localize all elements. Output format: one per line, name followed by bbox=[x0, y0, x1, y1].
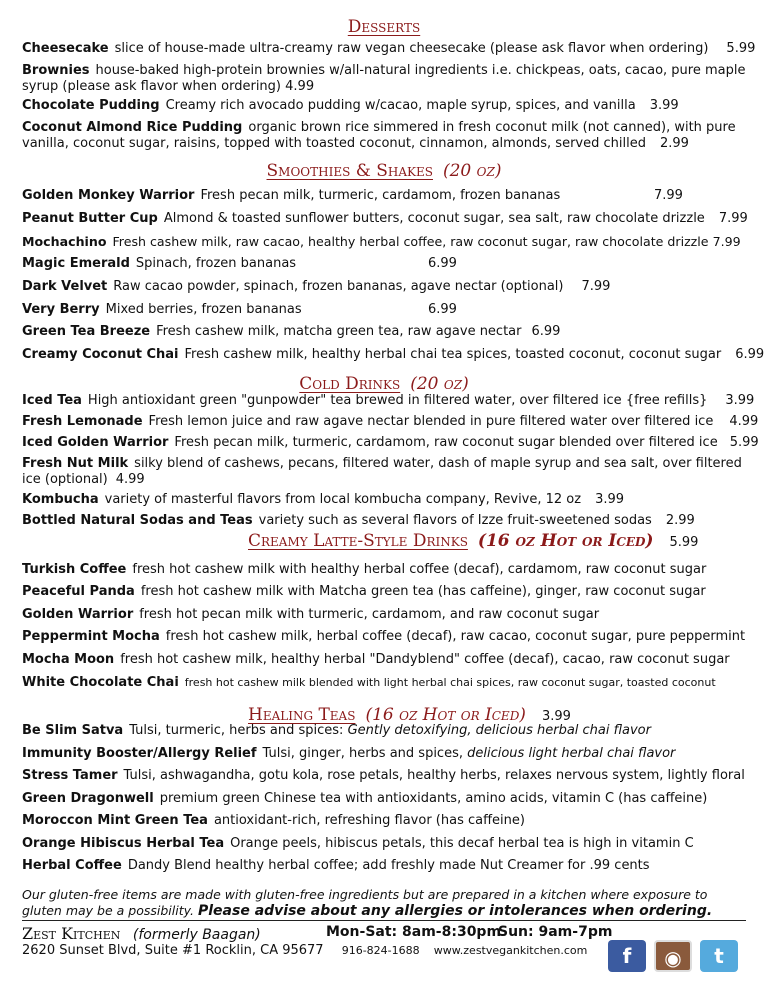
cold-drinks-heading: Cold Drinks (20 oz) bbox=[299, 374, 469, 394]
menu-item: Mochachino Fresh cashew milk, raw cacao, healthy herbal coffee, raw coconut sugar, raw chocolate drizzle 7.99 bbox=[22, 234, 741, 249]
menu-item: Peppermint Mocha fresh hot cashew milk, herbal coffee (decaf), raw cacao, coconut sugar, pure peppermint bbox=[22, 629, 746, 644]
menu-item: Fresh Lemonade Fresh lemon juice and raw agave nectar blended in pure filtered water over filtered ice 4.99 bbox=[22, 414, 759, 429]
phone: 916-824-1688 bbox=[341, 944, 420, 957]
menu-item: Magic Emerald Spinach, frozen bananas 6.99 bbox=[22, 256, 457, 271]
menu-item: Dark Velvet Raw cacao powder, spinach, frozen bananas, agave nectar (optional) 7.99 bbox=[22, 279, 611, 294]
menu-item: Mocha Moon fresh hot cashew milk, healthy herbal "Dandyblend" coffee (decaf), cacao, raw coconut sugar bbox=[22, 652, 730, 667]
menu-item: Iced Golden Warrior Fresh pecan milk, turmeric, cardamom, raw coconut sugar blended over filtered ice 5.99 bbox=[22, 435, 759, 450]
website-link[interactable]: www.zestvegankitchen.com bbox=[433, 944, 588, 957]
menu-item: Moroccon Mint Green Tea antioxidant-rich, refreshing flavor (has caffeine) bbox=[22, 813, 525, 828]
hours-mon-sat: Mon-Sat: 8am-8:30pm bbox=[326, 924, 502, 940]
menu-item: Peaceful Panda fresh hot cashew milk with Matcha green tea (has caffeine), ginger, raw coconut sugar bbox=[22, 584, 706, 599]
menu-item: Peanut Butter Cup Almond & toasted sunflower butters, coconut sugar, sea salt, raw chocolate drizzle 7.99 bbox=[22, 211, 748, 226]
address: 2620 Sunset Blvd, Suite #1 Rocklin, CA 95677 bbox=[22, 943, 324, 958]
menu-item: Creamy Coconut Chai Fresh cashew milk, healthy herbal chai tea spices, toasted coconut, coconut sugar 6.99 bbox=[22, 347, 765, 362]
menu-item: Golden Warrior fresh hot pecan milk with turmeric, cardamom, and raw coconut sugar bbox=[22, 607, 600, 622]
facebook-icon[interactable]: f bbox=[608, 940, 646, 972]
healing-teas-heading: Healing Teas (16 oz Hot or Iced) 3.99 bbox=[248, 705, 571, 725]
menu-item: Green Dragonwell premium green Chinese tea with antioxidants, amino acids, vitamin C (has caffeine) bbox=[22, 791, 708, 806]
allergy-note: Our gluten-free items are made with gluten-free ingredients but are prepared in a kitchen where exposure to gluten may be a possibility. Please advise about any allergies or intolerances when ordering. bbox=[22, 887, 713, 919]
menu-item: Herbal Coffee Dandy Blend healthy herbal coffee; add freshly made Nut Creamer for .99 cents bbox=[22, 858, 650, 873]
twitter-icon[interactable]: t bbox=[700, 940, 738, 972]
menu-item: White Chocolate Chai fresh hot cashew milk blended with light herbal chai spices, raw coconut sugar, toasted coconut bbox=[22, 675, 716, 690]
footer-divider bbox=[22, 920, 746, 921]
latte-heading: Creamy Latte-Style Drinks (16 oz Hot or Iced) 5.99 bbox=[248, 531, 699, 551]
menu-item: Very Berry Mixed berries, frozen bananas 6.99 bbox=[22, 302, 457, 317]
menu-item: Immunity Booster/Allergy Relief Tulsi, ginger, herbs and spices, delicious light herbal chai flavor bbox=[22, 746, 676, 761]
menu-item: Golden Monkey Warrior Fresh pecan milk, turmeric, cardamom, frozen bananas 7.99 bbox=[22, 188, 683, 203]
menu-item: Coconut Almond Rice Pudding organic brown rice simmered in fresh coconut milk (not canned), with pure vanilla, coconut sugar, raisins, topped with toasted coconut, cinnamon, almonds, served chilled 2.99 bbox=[22, 120, 736, 151]
menu-item: Orange Hibiscus Herbal Tea Orange peels, hibiscus petals, this decaf herbal tea is high in vitamin C bbox=[22, 836, 694, 851]
instagram-icon[interactable]: ◉ bbox=[654, 940, 692, 972]
menu-item: Be Slim Satva Tulsi, turmeric, herbs and spices: Gently detoxifying, delicious herbal chai flavor bbox=[22, 723, 651, 738]
menu-item: Cheesecake slice of house-made ultra-creamy raw vegan cheesecake (please ask flavor when ordering) 5.99 bbox=[22, 41, 756, 56]
menu-item: Chocolate Pudding Creamy rich avocado pudding w/cacao, maple syrup, spices, and vanilla 3.99 bbox=[22, 98, 679, 113]
desserts-heading: Desserts bbox=[347, 17, 421, 37]
menu-item: Kombucha variety of masterful flavors from local kombucha company, Revive, 12 oz 3.99 bbox=[22, 492, 625, 507]
menu-item: Bottled Natural Sodas and Teas variety such as several flavors of Izze fruit-sweetened sodas 2.99 bbox=[22, 513, 695, 528]
formerly-label: (formerly Baagan) bbox=[132, 927, 261, 943]
menu-item: Green Tea Breeze Fresh cashew milk, matcha green tea, raw agave nectar 6.99 bbox=[22, 324, 561, 339]
menu-item: Turkish Coffee fresh hot cashew milk with healthy herbal coffee (decaf), cardamom, raw coconut sugar bbox=[22, 562, 707, 577]
brand-name: Zest Kitchen bbox=[22, 924, 121, 943]
smoothies-heading: Smoothies & Shakes (20 oz) bbox=[266, 161, 502, 181]
menu-item: Brownies house-baked high-protein brownies w/all-natural ingredients i.e. chickpeas, oats, cacao, pure maple syrup (please ask flavor when ordering) 4.99 bbox=[22, 63, 746, 94]
menu-item: Iced Tea High antioxidant green "gunpowder" tea brewed in filtered water, over filtered ice {free refills} 3.99 bbox=[22, 393, 755, 408]
menu-item: Fresh Nut Milk silky blend of cashews, pecans, filtered water, dash of maple syrup and sea salt, over filtered ice (optional) 4.99 bbox=[22, 456, 742, 487]
hours-sun: Sun: 9am-7pm bbox=[498, 924, 613, 940]
menu-item: Stress Tamer Tulsi, ashwagandha, gotu kola, rose petals, healthy herbs, relaxes nervous system, lightly floral bbox=[22, 768, 745, 783]
